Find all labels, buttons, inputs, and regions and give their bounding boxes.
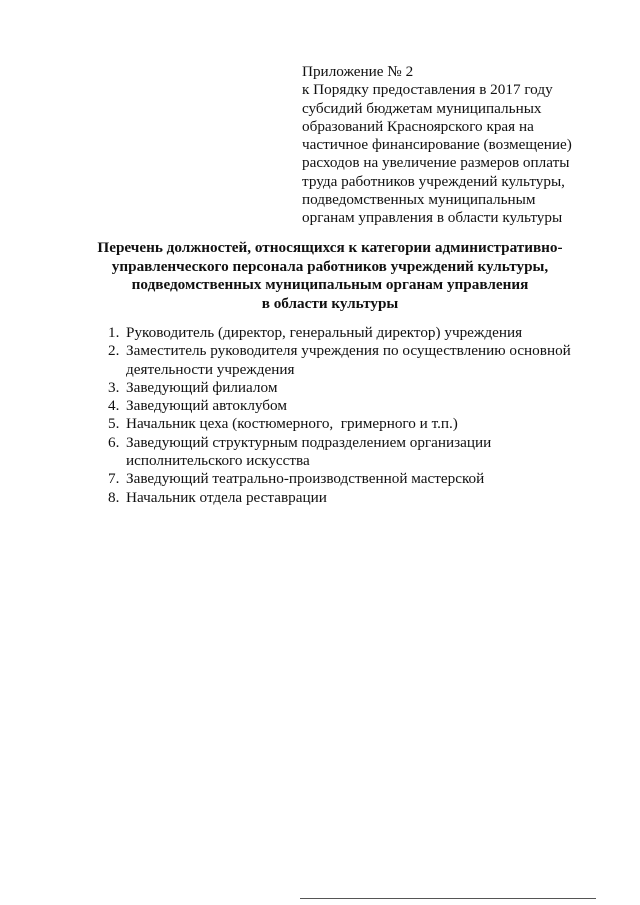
appendix-line: органам управления в области культуры: [302, 209, 563, 227]
list-item: [104, 434, 594, 471]
item-text: Начальник отдела реставрации: [126, 488, 327, 506]
list-item: [104, 342, 594, 379]
item-number: 2.: [108, 342, 120, 360]
item-number: 3.: [108, 378, 120, 396]
item-text: Заместитель руководителя учреждения по осуществлению основной: [126, 342, 571, 360]
list-item: [104, 397, 594, 415]
heading-line: в области культуры: [261, 294, 399, 312]
document-heading: [60, 239, 600, 313]
item-text: деятельности учреждения: [126, 360, 295, 378]
appendix-line: расходов на увеличение размеров оплаты: [302, 154, 570, 172]
item-number: 4.: [108, 397, 120, 415]
appendix-line: подведомственных муниципальным: [302, 191, 536, 209]
item-text: Заведующий филиалом: [126, 378, 278, 396]
list-item: [104, 379, 594, 397]
positions-list: [104, 324, 594, 507]
item-number: 1.: [108, 324, 120, 341]
appendix-line: субсидий бюджетам муниципальных: [302, 99, 542, 117]
heading-line: управленческого персонала работников учреждений культуры,: [111, 257, 549, 275]
item-text: Заведующий автоклубом: [126, 397, 287, 415]
heading-line: подведомственных муниципальным органам управления: [131, 276, 529, 294]
appendix-title: Приложение № 2: [302, 63, 414, 80]
appendix-line: частичное финансирование (возмещение): [302, 136, 572, 154]
item-number: 6.: [108, 433, 120, 451]
appendix-line: к Порядку предоставления в 2017 году: [302, 81, 553, 99]
appendix-line: образований Красноярского края на: [302, 117, 534, 135]
appendix-note: [302, 63, 602, 228]
list-item: [104, 489, 594, 507]
appendix-line: труда работников учреждений культуры,: [302, 172, 565, 190]
item-number: 5.: [108, 415, 120, 433]
list-item: [104, 415, 594, 433]
item-text: исполнительского искусства: [126, 452, 310, 470]
item-number: 7.: [108, 470, 120, 488]
heading-line: Перечень должностей, относящихся к категории административно-: [97, 239, 563, 256]
item-text: Начальник цеха (костюмерного, гримерного и т.п.): [126, 415, 458, 433]
page-bottom-rule: [300, 898, 596, 899]
list-item: [104, 324, 594, 342]
item-number: 8.: [108, 488, 120, 506]
list-item: [104, 470, 594, 488]
item-text: Заведующий театрально-производственной мастерской: [126, 470, 485, 488]
item-text: Руководитель (директор, генеральный директор) учреждения: [126, 324, 523, 341]
item-text: Заведующий структурным подразделением организации: [126, 433, 492, 451]
